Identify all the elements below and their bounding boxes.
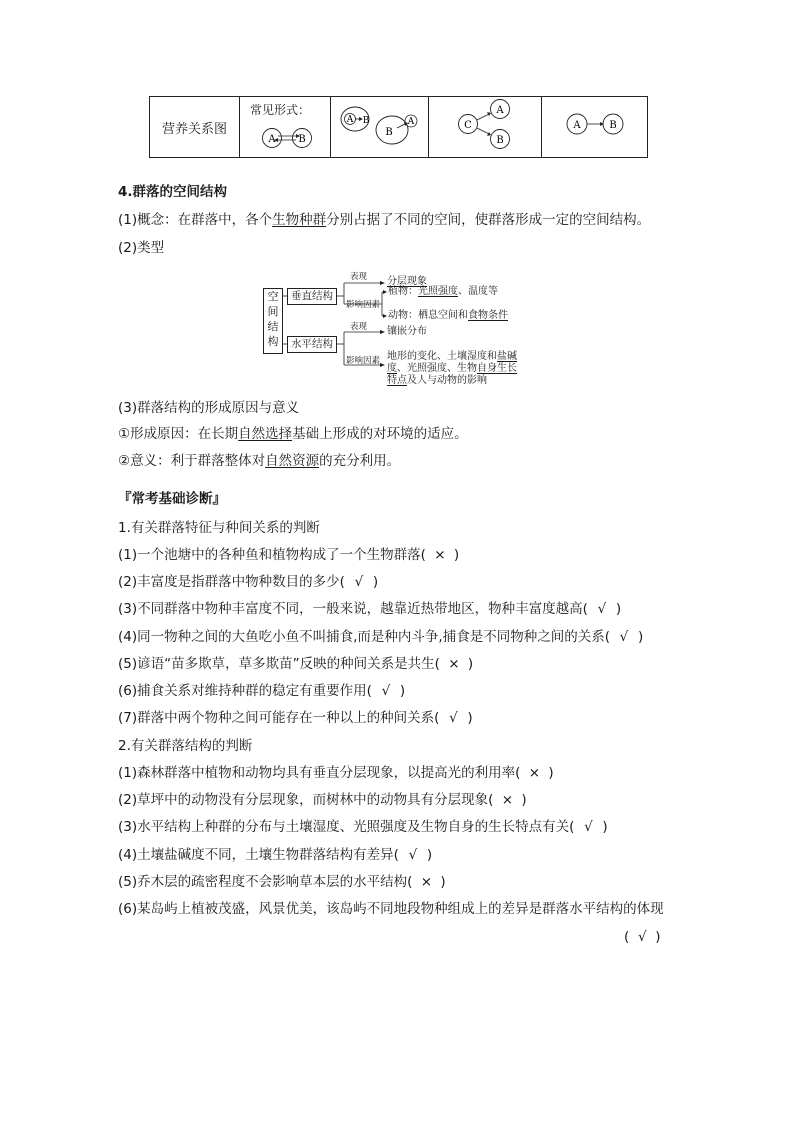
list-item [118,900,664,918]
cause1-suffix: 基础上形成的对环境的适应。 [292,426,468,442]
node-c-label: C [464,120,472,131]
answer-mark: √ [354,574,364,591]
plant-factor-line [388,286,498,298]
item-text: (1)森林群落中植物和动物均具有垂直分层现象，以提高光的利用率( [118,765,521,781]
factor-line2-mid: 、光照强度、生物 [397,363,477,374]
parasitism-diagram [331,97,428,159]
answer-mark: √ [408,846,418,863]
types-label: (2)类型 [118,240,165,256]
close-paren: ) [467,655,474,672]
vertical-manifestation: 分层现象 [387,276,427,287]
root-char: 结 [267,320,279,333]
node-a-label: A [496,105,504,116]
arrow-head [487,132,491,136]
competition-diagram [429,97,541,159]
node-a-label: A [346,115,354,125]
root-char: 构 [267,335,279,348]
node-b-label: B [609,120,617,131]
answer-mark: × [501,792,514,809]
factor-line3-underlined: 特点 [387,375,407,386]
arrow-line [477,114,489,120]
spatial-structure-diagram [258,266,548,391]
node-b-label: B [362,116,370,126]
item-text: (2)草坪中的动物没有分层现象，而树林中的动物具有分层现象( [118,792,494,809]
list-item [118,600,621,618]
horizontal-manifestation: 镶嵌分布 [387,326,427,337]
close-paren: ) [453,547,460,563]
predation-cell [542,97,648,158]
item-text: (4)同一物种之间的大鱼吃小鱼不叫捕食,而是种内斗争,捕食是不同物种之间的关系( [118,628,610,645]
animal-prefix: 动物：栖息空间和 [388,310,468,321]
diagnosis-header: 『常考基础诊断』 [118,491,226,507]
node-a-label: A [573,120,581,131]
group1-title: 1.有关群落特征与种间关系的判断 [118,520,320,536]
list-item [118,628,643,646]
node-a-label: A [407,117,415,127]
concept-underlined: 生物种群 [272,212,327,228]
close-paren: ) [615,601,622,618]
group2-title: 2.有关群落结构的判断 [118,738,253,754]
list-item [118,682,405,700]
animal-underlined: 食物条件 [468,310,508,321]
root-char: 空 [267,290,279,303]
list-item [118,764,554,782]
horizontal-manifestation-label: 表现 [350,322,368,332]
list-item [118,873,446,891]
item-text: (6)捕食关系对维持种群的稳定有重要作用( [118,683,372,699]
list-item [118,791,527,809]
mutualism-cell [240,97,331,158]
row-label: 营养关系图 [161,121,227,137]
node-b-label: B [385,127,393,138]
node-b-label: B [496,135,504,146]
factor-line1-underlined: 盐碱 [497,351,517,362]
answer-mark: √ [597,601,607,618]
factor-line2-underlined2: 自身生长 [477,363,517,374]
node-a-label: A [268,134,276,145]
answer-mark: √ [584,819,593,836]
horizontal-factor-line-1 [387,351,517,363]
cause2-underlined: 自然资源 [265,453,320,469]
cause-title: (3)群落结构的形成原因与意义 [118,400,300,416]
arrow-line [477,128,489,134]
answer-mark: √ [381,683,391,699]
concept-prefix: (1)概念：在群落中，各个 [118,212,273,228]
table-row [150,97,648,158]
item-text: (5)谚语“苗多欺草，草多欺苗”反映的种间关系是共生( [118,655,440,672]
answer-mark: √ [449,710,458,727]
horizontal-factor-line-2 [387,363,517,375]
close-paren: ) [467,710,473,727]
item-text: (2)丰富度是指群落中物种数目的多少( [118,574,345,591]
answer-mark: × [434,547,446,563]
close-paren: ) [372,574,379,591]
factor-line2-underlined: 度 [387,363,397,374]
answer-mark: √ [637,929,647,945]
node-b-label: B [298,134,306,145]
list-item [118,818,608,836]
cause2-suffix: 的充分利用。 [319,453,401,469]
list-item [118,655,473,673]
horizontal-structure-box: 水平结构 [287,336,337,353]
answer-mark: × [420,873,433,890]
close-paren: ) [655,929,661,945]
cause-line-2 [118,452,400,470]
competition-cell [429,97,542,158]
row-label-cell [150,97,240,158]
parasitism-cell [331,97,429,158]
cause-line-1 [118,425,468,443]
concept-suffix: 分别占据了不同的空间，使群落形成一定的空间结构。 [326,212,651,228]
root-box [263,288,283,354]
answer-mark: × [448,655,460,672]
item-text: (6)某岛屿上植被茂盛，风景优美，该岛屿不同地段物种组成上的差异是群落水平结构的体现 [118,901,664,917]
cause1-underlined: 自然选择 [238,426,293,442]
list-item [118,709,473,727]
close-paren: ) [521,792,527,809]
plant-suffix: 、温度等 [458,286,498,297]
trophic-relationship-table [149,96,648,158]
common-forms-label: 常见形式： [250,103,311,117]
vertical-factor-label: 影响因素 [346,300,381,310]
cause1-prefix: ①形成原因：在长期 [118,426,239,442]
item-text: (1)一个池塘中的各种鱼和植物构成了一个生物群落( [118,547,426,563]
cause2-prefix: ②意义：利于群落整体对 [118,453,266,469]
horizontal-factor-label: 影响因素 [346,356,381,366]
close-paren: ) [602,819,608,836]
horizontal-factor-line-3 [387,375,487,387]
section-title: 4.群落的空间结构 [118,184,228,200]
item-text: (4)土壤盐碱度不同，土壤生物群落结构有差异( [118,846,399,863]
close-paren: ) [637,628,644,645]
item-text: (3)不同群落中物种丰富度不同，一般来说，越靠近热带地区，物种丰富度越高( [118,601,588,618]
list-item [118,573,378,591]
item-text: (7)群落中两个物种之间可能存在一种以上的种间关系( [118,710,440,727]
mutualism-diagram [240,97,330,159]
arrow-line [397,124,405,128]
item-text: (3)水平结构上种群的分布与土壤湿度、光照强度及生物自身的生长特点有关( [118,819,575,836]
list-item [118,846,432,864]
concept-line [118,211,650,229]
close-paren: ) [426,846,433,863]
arrow-head [487,112,491,116]
plant-prefix: 植物： [388,286,418,297]
close-paren: ) [399,683,406,699]
predation-diagram [542,97,647,159]
open-paren: ( [624,929,630,945]
plant-underlined: 光照强度 [418,286,458,297]
close-paren: ) [548,765,554,781]
list-item [118,546,459,564]
close-paren: ) [440,873,446,890]
last-answer [624,928,661,946]
answer-mark: × [528,765,541,781]
vertical-structure-box: 垂直结构 [287,288,337,305]
factor-line1-prefix: 地形的变化、土壤湿度和 [387,351,497,362]
animal-factor-line [388,310,508,322]
vertical-manifestation-label: 表现 [350,272,368,282]
factor-line3-suffix: 及人与动物的影响 [407,375,487,386]
root-char: 间 [267,305,279,318]
answer-mark: √ [619,628,629,645]
item-text: (5)乔木层的疏密程度不会影响草本层的水平结构( [118,873,413,890]
